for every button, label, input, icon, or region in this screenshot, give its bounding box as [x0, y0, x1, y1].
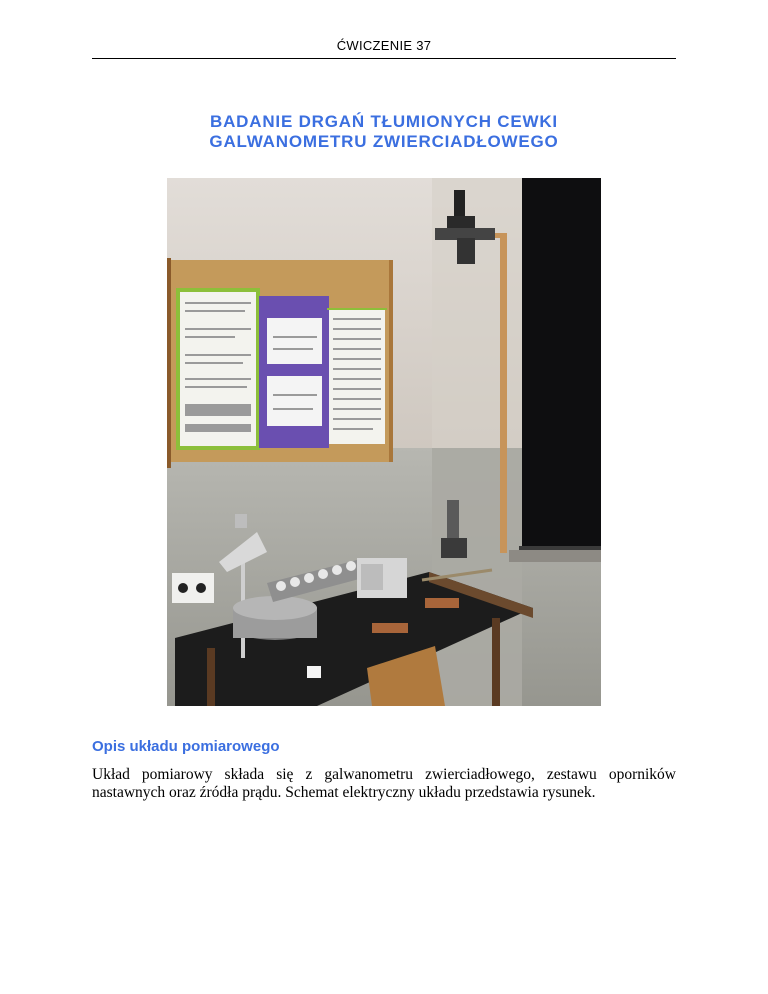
- section-heading: Opis układu pomiarowego: [92, 738, 280, 755]
- document-title: [92, 112, 676, 152]
- lab-setup-photo: [167, 178, 601, 706]
- header-rule: [92, 58, 676, 59]
- paragraph-line-2: nastawnych oraz źródła prądu. Schemat elektryczny układu przedstawia rysunek.: [92, 784, 596, 801]
- body-paragraph: [92, 766, 676, 802]
- paragraph-line-1: Układ pomiarowy składa się z galwanometru zwierciadłowego, zestawu oporników: [92, 766, 676, 783]
- page-header: ĆWICZENIE 37: [336, 38, 432, 53]
- lab-setup-illustration: [167, 178, 601, 706]
- title-line-1: BADANIE DRGAŃ TŁUMIONYCH CEWKI: [210, 112, 558, 131]
- title-line-2: GALWANOMETRU ZWIERCIADŁOWEGO: [209, 132, 559, 151]
